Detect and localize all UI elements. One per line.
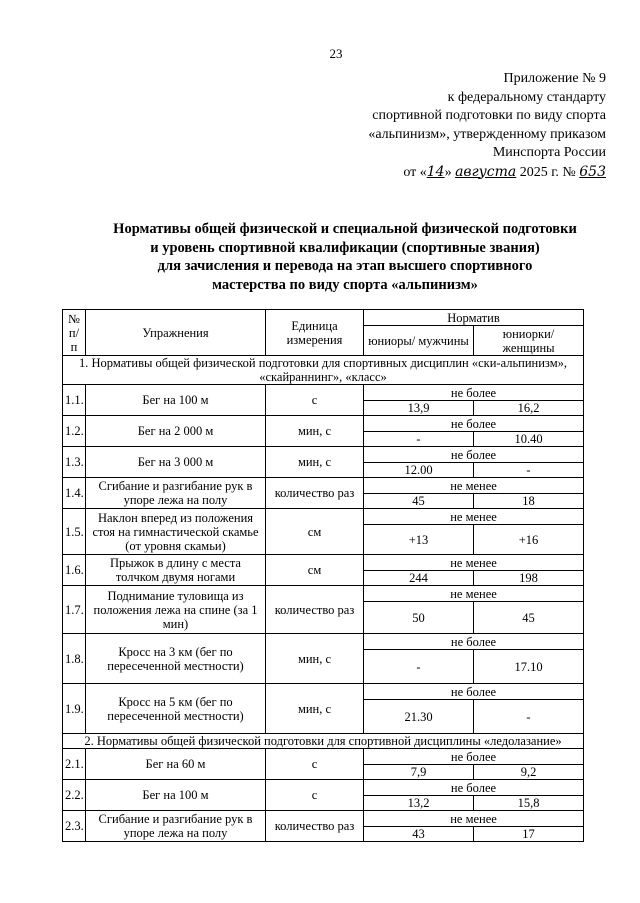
row-unit: мин, с bbox=[266, 684, 364, 734]
row-condition: не более bbox=[364, 684, 584, 700]
table-row bbox=[63, 586, 584, 602]
row-condition: не более bbox=[364, 749, 584, 765]
row-condition: не менее bbox=[364, 478, 584, 494]
value-male: 13,2 bbox=[364, 796, 474, 811]
value-female: 15,8 bbox=[474, 796, 584, 811]
order-year: 2025 г. № bbox=[519, 164, 576, 180]
value-female: - bbox=[474, 463, 584, 478]
section-title: 1. Нормативы общей физической подготовки для спортивных дисциплин «ски-альпинизм», «скайраннинг», «класс» bbox=[63, 356, 584, 385]
title-line: и уровень спортивной квалификации (спортивные звания) bbox=[150, 239, 540, 256]
row-unit: мин, с bbox=[266, 634, 364, 684]
order-line bbox=[316, 163, 606, 183]
section-row bbox=[63, 734, 584, 749]
row-number: 2.1. bbox=[63, 749, 86, 780]
row-exercise: Бег на 2 000 м bbox=[86, 416, 266, 447]
table-row bbox=[63, 634, 584, 650]
row-unit: мин, с bbox=[266, 416, 364, 447]
row-number: 1.7. bbox=[63, 586, 86, 634]
title-line: для зачисления и перевода на этап высшего спортивного bbox=[157, 258, 533, 274]
annex-line: к федеральному стандарту bbox=[447, 89, 606, 105]
value-female: - bbox=[474, 700, 584, 734]
table-row bbox=[63, 555, 584, 571]
row-unit: с bbox=[266, 749, 364, 780]
row-condition: не менее bbox=[364, 586, 584, 602]
row-exercise: Кросс на 5 км (бег по пересеченной местности) bbox=[86, 684, 266, 734]
row-number: 1.8. bbox=[63, 634, 86, 684]
row-unit: мин, с bbox=[266, 447, 364, 478]
value-female: 16,2 bbox=[474, 401, 584, 416]
value-male: 45 bbox=[364, 494, 474, 509]
row-unit: см bbox=[266, 509, 364, 555]
annex-line: Минспорта России bbox=[492, 145, 606, 160]
annex-line: спортивной подготовки по виду спорта bbox=[372, 108, 606, 123]
title-line: мастерства по виду спорта «альпинизм» bbox=[212, 276, 478, 293]
row-condition: не более bbox=[364, 780, 584, 796]
header-male: юниоры/ мужчины bbox=[364, 326, 474, 356]
value-male: - bbox=[364, 432, 474, 447]
order-prefix: от « bbox=[403, 164, 427, 180]
row-unit: количество раз bbox=[266, 586, 364, 634]
row-exercise: Кросс на 3 км (бег по пересеченной местности) bbox=[86, 634, 266, 684]
row-unit: количество раз bbox=[266, 478, 364, 509]
value-male: 13,9 bbox=[364, 401, 474, 416]
value-female: 17 bbox=[474, 827, 584, 842]
row-unit: количество раз bbox=[266, 811, 364, 842]
row-number: 2.3. bbox=[63, 811, 86, 842]
row-condition: не более bbox=[364, 385, 584, 401]
table-row bbox=[63, 684, 584, 700]
table-row bbox=[63, 385, 584, 401]
value-female: 17.10 bbox=[474, 650, 584, 684]
row-condition: не менее bbox=[364, 555, 584, 571]
row-number: 2.2. bbox=[63, 780, 86, 811]
value-female: +16 bbox=[474, 525, 584, 555]
order-day: 14 bbox=[426, 163, 445, 180]
header-num: № п/п bbox=[63, 310, 86, 356]
row-condition: не более bbox=[364, 447, 584, 463]
value-male: 7,9 bbox=[364, 765, 474, 780]
row-exercise: Сгибание и разгибание рук в упоре лежа на полу bbox=[86, 811, 266, 842]
row-condition: не менее bbox=[364, 811, 584, 827]
row-exercise: Поднимание туловища из положения лежа на спине (за 1 мин) bbox=[86, 586, 266, 634]
header-exercise: Упражнения bbox=[86, 310, 266, 356]
value-female: 198 bbox=[474, 571, 584, 586]
row-exercise: Бег на 3 000 м bbox=[86, 447, 266, 478]
document-title bbox=[60, 220, 630, 294]
value-female: 45 bbox=[474, 602, 584, 634]
header-female: юниорки/ женщины bbox=[474, 326, 584, 356]
row-exercise: Наклон вперед из положения стоя на гимнастической скамье (от уровня скамьи) bbox=[86, 509, 266, 555]
row-number: 1.6. bbox=[63, 555, 86, 586]
row-number: 1.9. bbox=[63, 684, 86, 734]
row-exercise: Прыжок в длину с места толчком двумя ногами bbox=[86, 555, 266, 586]
row-number: 1.5. bbox=[63, 509, 86, 555]
value-female: 9,2 bbox=[474, 765, 584, 780]
header-unit: Единица измерения bbox=[266, 310, 364, 356]
section-row bbox=[63, 356, 584, 385]
row-number: 1.3. bbox=[63, 447, 86, 478]
order-number: 653 bbox=[579, 163, 606, 180]
table-row bbox=[63, 811, 584, 827]
row-exercise: Бег на 60 м bbox=[86, 749, 266, 780]
row-exercise: Бег на 100 м bbox=[86, 385, 266, 416]
value-male: 12.00 bbox=[364, 463, 474, 478]
value-male: +13 bbox=[364, 525, 474, 555]
annex-block bbox=[316, 70, 606, 182]
row-exercise: Сгибание и разгибание рук в упоре лежа на полу bbox=[86, 478, 266, 509]
row-unit: с bbox=[266, 780, 364, 811]
row-unit: с bbox=[266, 385, 364, 416]
row-condition: не более bbox=[364, 634, 584, 650]
value-male: 50 bbox=[364, 602, 474, 634]
row-condition: не более bbox=[364, 416, 584, 432]
row-condition: не менее bbox=[364, 509, 584, 525]
value-male: 244 bbox=[364, 571, 474, 586]
table-row bbox=[63, 478, 584, 494]
table-row bbox=[63, 780, 584, 796]
row-exercise: Бег на 100 м bbox=[86, 780, 266, 811]
value-male: 21.30 bbox=[364, 700, 474, 734]
order-mid: » bbox=[444, 164, 452, 180]
norms-table bbox=[62, 309, 584, 842]
page-number: 23 bbox=[329, 46, 343, 61]
annex-line: «альпинизм», утвержденному приказом bbox=[368, 126, 606, 142]
annex-line: Приложение № 9 bbox=[503, 71, 606, 86]
value-male: 43 bbox=[364, 827, 474, 842]
row-number: 1.4. bbox=[63, 478, 86, 509]
order-month: августа bbox=[455, 163, 517, 180]
value-female: 10.40 bbox=[474, 432, 584, 447]
table-row bbox=[63, 509, 584, 525]
header-norm: Норматив bbox=[364, 310, 584, 326]
table-row bbox=[63, 749, 584, 765]
row-number: 1.2. bbox=[63, 416, 86, 447]
row-number: 1.1. bbox=[63, 385, 86, 416]
value-male: - bbox=[364, 650, 474, 684]
section-title: 2. Нормативы общей физической подготовки для спортивной дисциплины «ледолазание» bbox=[63, 734, 584, 749]
row-unit: см bbox=[266, 555, 364, 586]
table-row bbox=[63, 447, 584, 463]
title-line: Нормативы общей физической и специальной физической подготовки bbox=[113, 221, 577, 237]
table-row bbox=[63, 416, 584, 432]
value-female: 18 bbox=[474, 494, 584, 509]
norms-body bbox=[63, 356, 584, 842]
